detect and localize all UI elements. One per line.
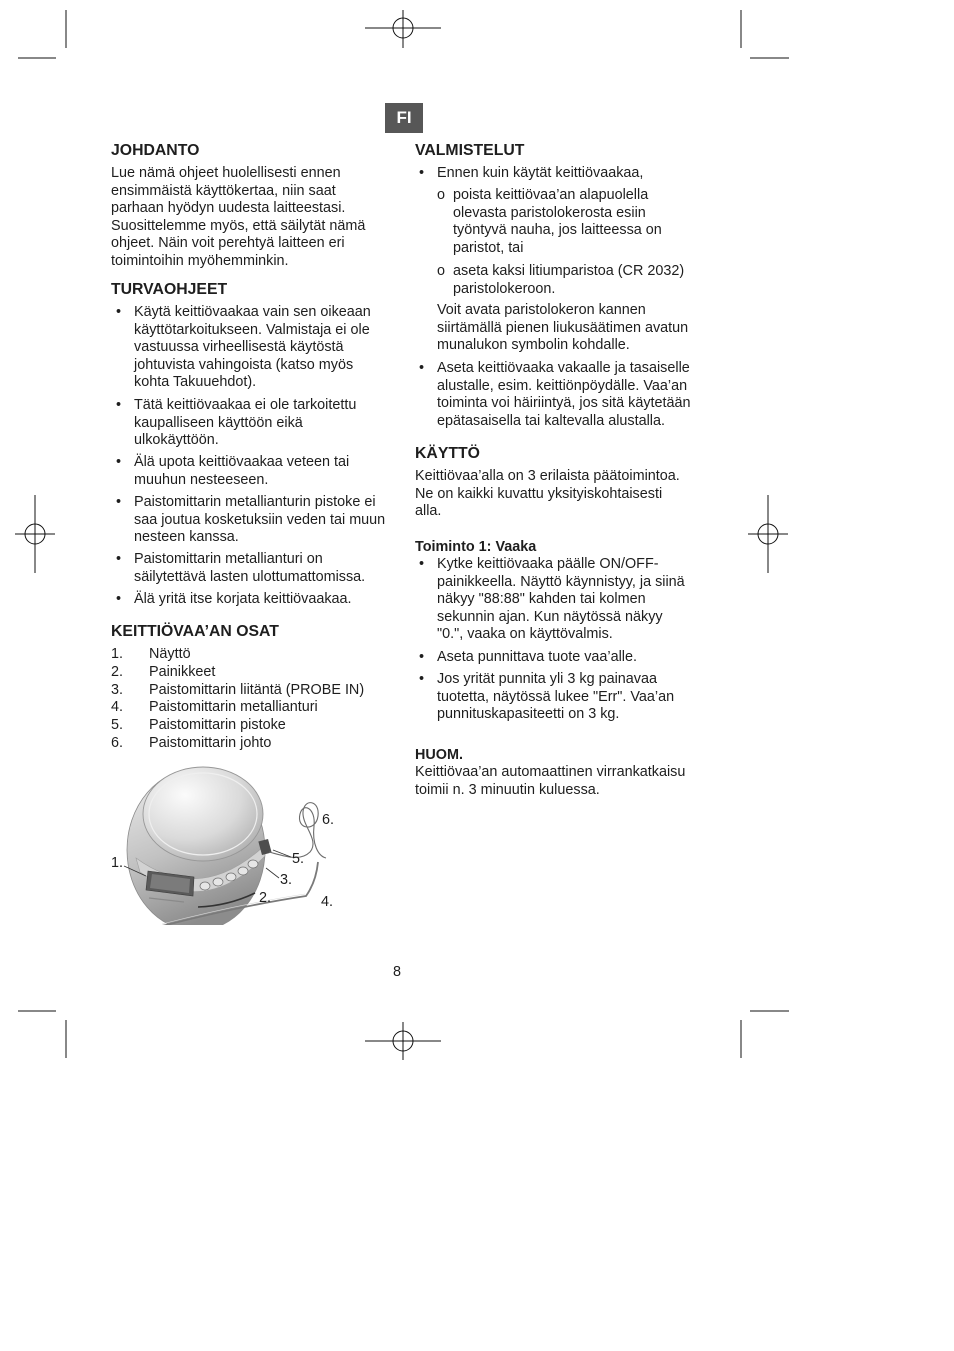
list-item [111, 663, 216, 682]
function1-heading: Toiminto 1: Vaaka [415, 539, 537, 555]
list-item [111, 646, 191, 664]
figure-label-3: 3. [280, 872, 293, 888]
figure-label-1: 1. [111, 855, 124, 871]
safety-item-text: Tätä keittiövaakaa ei ole tarkoitettu kaupalliseen käyttöön eikä ulkokäyttöön. [134, 397, 357, 449]
list-number: 6. [111, 734, 124, 751]
safety-item [111, 304, 371, 392]
list-number: 3. [111, 681, 124, 698]
bullet-marker: • [419, 556, 425, 572]
list-item-text: Paistomittarin liitäntä (PROBE IN) [149, 681, 365, 698]
safety-item-text: Älä upota keittiövaakaa veteen tai muuhun nesteeseen. [134, 454, 350, 488]
prep-item-text: Aseta keittiövaaka vakaalle ja tasaiselle alustalle, esim. keittiönpöydälle. Vaa’an toiminta voi häiriintyä, jos sitä käytetään epätasaisella tai kaltevalla alustalla. [437, 360, 691, 429]
bullet-marker: • [116, 454, 122, 470]
safety-item [111, 591, 352, 609]
prep-note: Voit avata paristolokeron kannen siirtämällä pienen liukusäätimen avatun munalukon symbolin kohdalle. [437, 302, 689, 354]
safety-item-text: Käytä keittiövaakaa vain sen oikeaan käyttötarkoitukseen. Valmistaja ei ole vastuussa virheellisestä käytöstä johtuvista vahingoista (katso myös kohta Takuuehdot). [134, 304, 371, 391]
safety-heading: TURVAOHJEET [111, 281, 228, 298]
crop-mark-top-left [18, 10, 66, 58]
intro-heading: JOHDANTO [111, 142, 200, 159]
list-item-text: Näyttö [149, 646, 191, 662]
prep-subitem [437, 187, 662, 257]
prep-item [415, 165, 643, 183]
list-number: 1. [111, 646, 124, 662]
bullet-marker: • [116, 304, 122, 320]
subitem-marker: o [437, 263, 446, 279]
list-item [111, 717, 286, 735]
list-item-text: Painikkeet [149, 663, 216, 680]
safety-item [111, 551, 365, 586]
bullet-marker: • [419, 649, 425, 665]
bullet-marker: • [419, 671, 425, 687]
intro-paragraph: Lue nämä ohjeet huolellisesti ennen ensimmäistä käyttökertaa, niin saat parhaan hyödyn uudesta laitteestasi. Suosittelemme myös, että säilytät nämä ohjeet. Näin voit perehtyä laitteen eri toimintoihin myöhemminkin. [111, 165, 366, 269]
leader-line-3 [266, 868, 279, 878]
subitem-marker: o [437, 187, 446, 203]
list-item-text: Paistomittarin pistoke [149, 717, 286, 734]
prep-subitem-text: aseta kaksi litiumparistoa (CR 2032) paristolokeroon. [453, 263, 685, 297]
registration-mark-top [365, 10, 441, 48]
function1-item [415, 671, 674, 724]
safety-item-text: Älä yritä itse korjata keittiövaakaa. [134, 591, 352, 607]
use-intro: Keittiövaa’alla on 3 erilaista päätoimintoa. Ne on kaikki kuvattu yksityiskohtaisesti alla. [415, 468, 680, 520]
list-item [111, 681, 365, 700]
safety-item [111, 454, 349, 489]
list-item-text: Paistomittarin metallianturi [149, 699, 318, 716]
function1-item-text: Kytke keittiövaaka päälle ON/OFF- painikkeella. Näyttö käynnistyy, ja siinä näkyy "88:88" kahden tai kolmen sekunnin ajan. Kun näytössä näkyy "0.", vaaka on käyttövalmis. [437, 556, 685, 643]
registration-mark-left [15, 495, 55, 573]
crop-mark-bottom-right [741, 1011, 789, 1058]
prep-subitem [437, 263, 684, 298]
figure-label-2: 2. [259, 890, 272, 906]
list-number: 2. [111, 663, 124, 680]
crop-mark-bottom-left [18, 1011, 66, 1058]
list-number: 4. [111, 699, 124, 716]
page-number: 8 [393, 964, 402, 980]
safety-item [111, 494, 385, 547]
list-number: 5. [111, 717, 124, 734]
function1-item-text: Jos yrität punnita yli 3 kg painavaa tuotetta, näytössä lukee "Err". Vaa’an punnituskapasiteetti on 3 kg. [437, 671, 675, 723]
function1-item [415, 556, 685, 644]
figure-label-4: 4. [321, 894, 334, 910]
figure-label-5: 5. [292, 851, 305, 867]
bullet-marker: • [419, 360, 425, 376]
bullet-marker: • [116, 591, 122, 607]
safety-item-text: Paistomittarin metallianturin pistoke ei saa joutua kosketuksiin veden tai muun nesteen kanssa. [134, 494, 386, 546]
bullet-marker: • [116, 397, 122, 413]
bullet-marker: • [116, 551, 122, 567]
figure-label-6: 6. [322, 812, 335, 828]
crop-mark-top-right [741, 10, 789, 58]
kitchen-scale-illustration [100, 755, 340, 930]
prep-item [415, 360, 691, 430]
function1-item [415, 649, 637, 667]
language-badge: FI [385, 103, 423, 133]
registration-mark-right [748, 495, 788, 573]
list-item [111, 734, 272, 753]
function1-item-text: Aseta punnittava tuote vaa’alle. [437, 649, 638, 665]
safety-item-text: Paistomittarin metallianturi on säilytettävä lasten ulottumattomissa. [134, 551, 366, 585]
prep-item-text: Ennen kuin käytät keittiövaakaa, [437, 165, 644, 181]
prep-subitem-text: poista keittiövaa’an alapuolella olevasta paristolokerosta esiin työntyvä nauha, jos laitteessa on paristot, tai [453, 187, 662, 256]
bullet-marker: • [419, 165, 425, 181]
note-text: Keittiövaa’an automaattinen virrankatkaisu toimii n. 3 minuutin kuluessa. [415, 764, 686, 798]
parts-list [111, 646, 365, 753]
use-heading: KÄYTTÖ [415, 445, 480, 462]
prep-heading: VALMISTELUT [415, 142, 525, 159]
list-item [111, 699, 318, 717]
list-item-text: Paistomittarin johto [149, 734, 272, 751]
note-heading: HUOM. [415, 747, 463, 763]
registration-mark-bottom [365, 1022, 441, 1060]
bullet-marker: • [116, 494, 122, 510]
scale-platform [143, 767, 263, 861]
safety-item [111, 397, 356, 450]
parts-heading: KEITTIÖVAA’AN OSAT [111, 623, 279, 640]
